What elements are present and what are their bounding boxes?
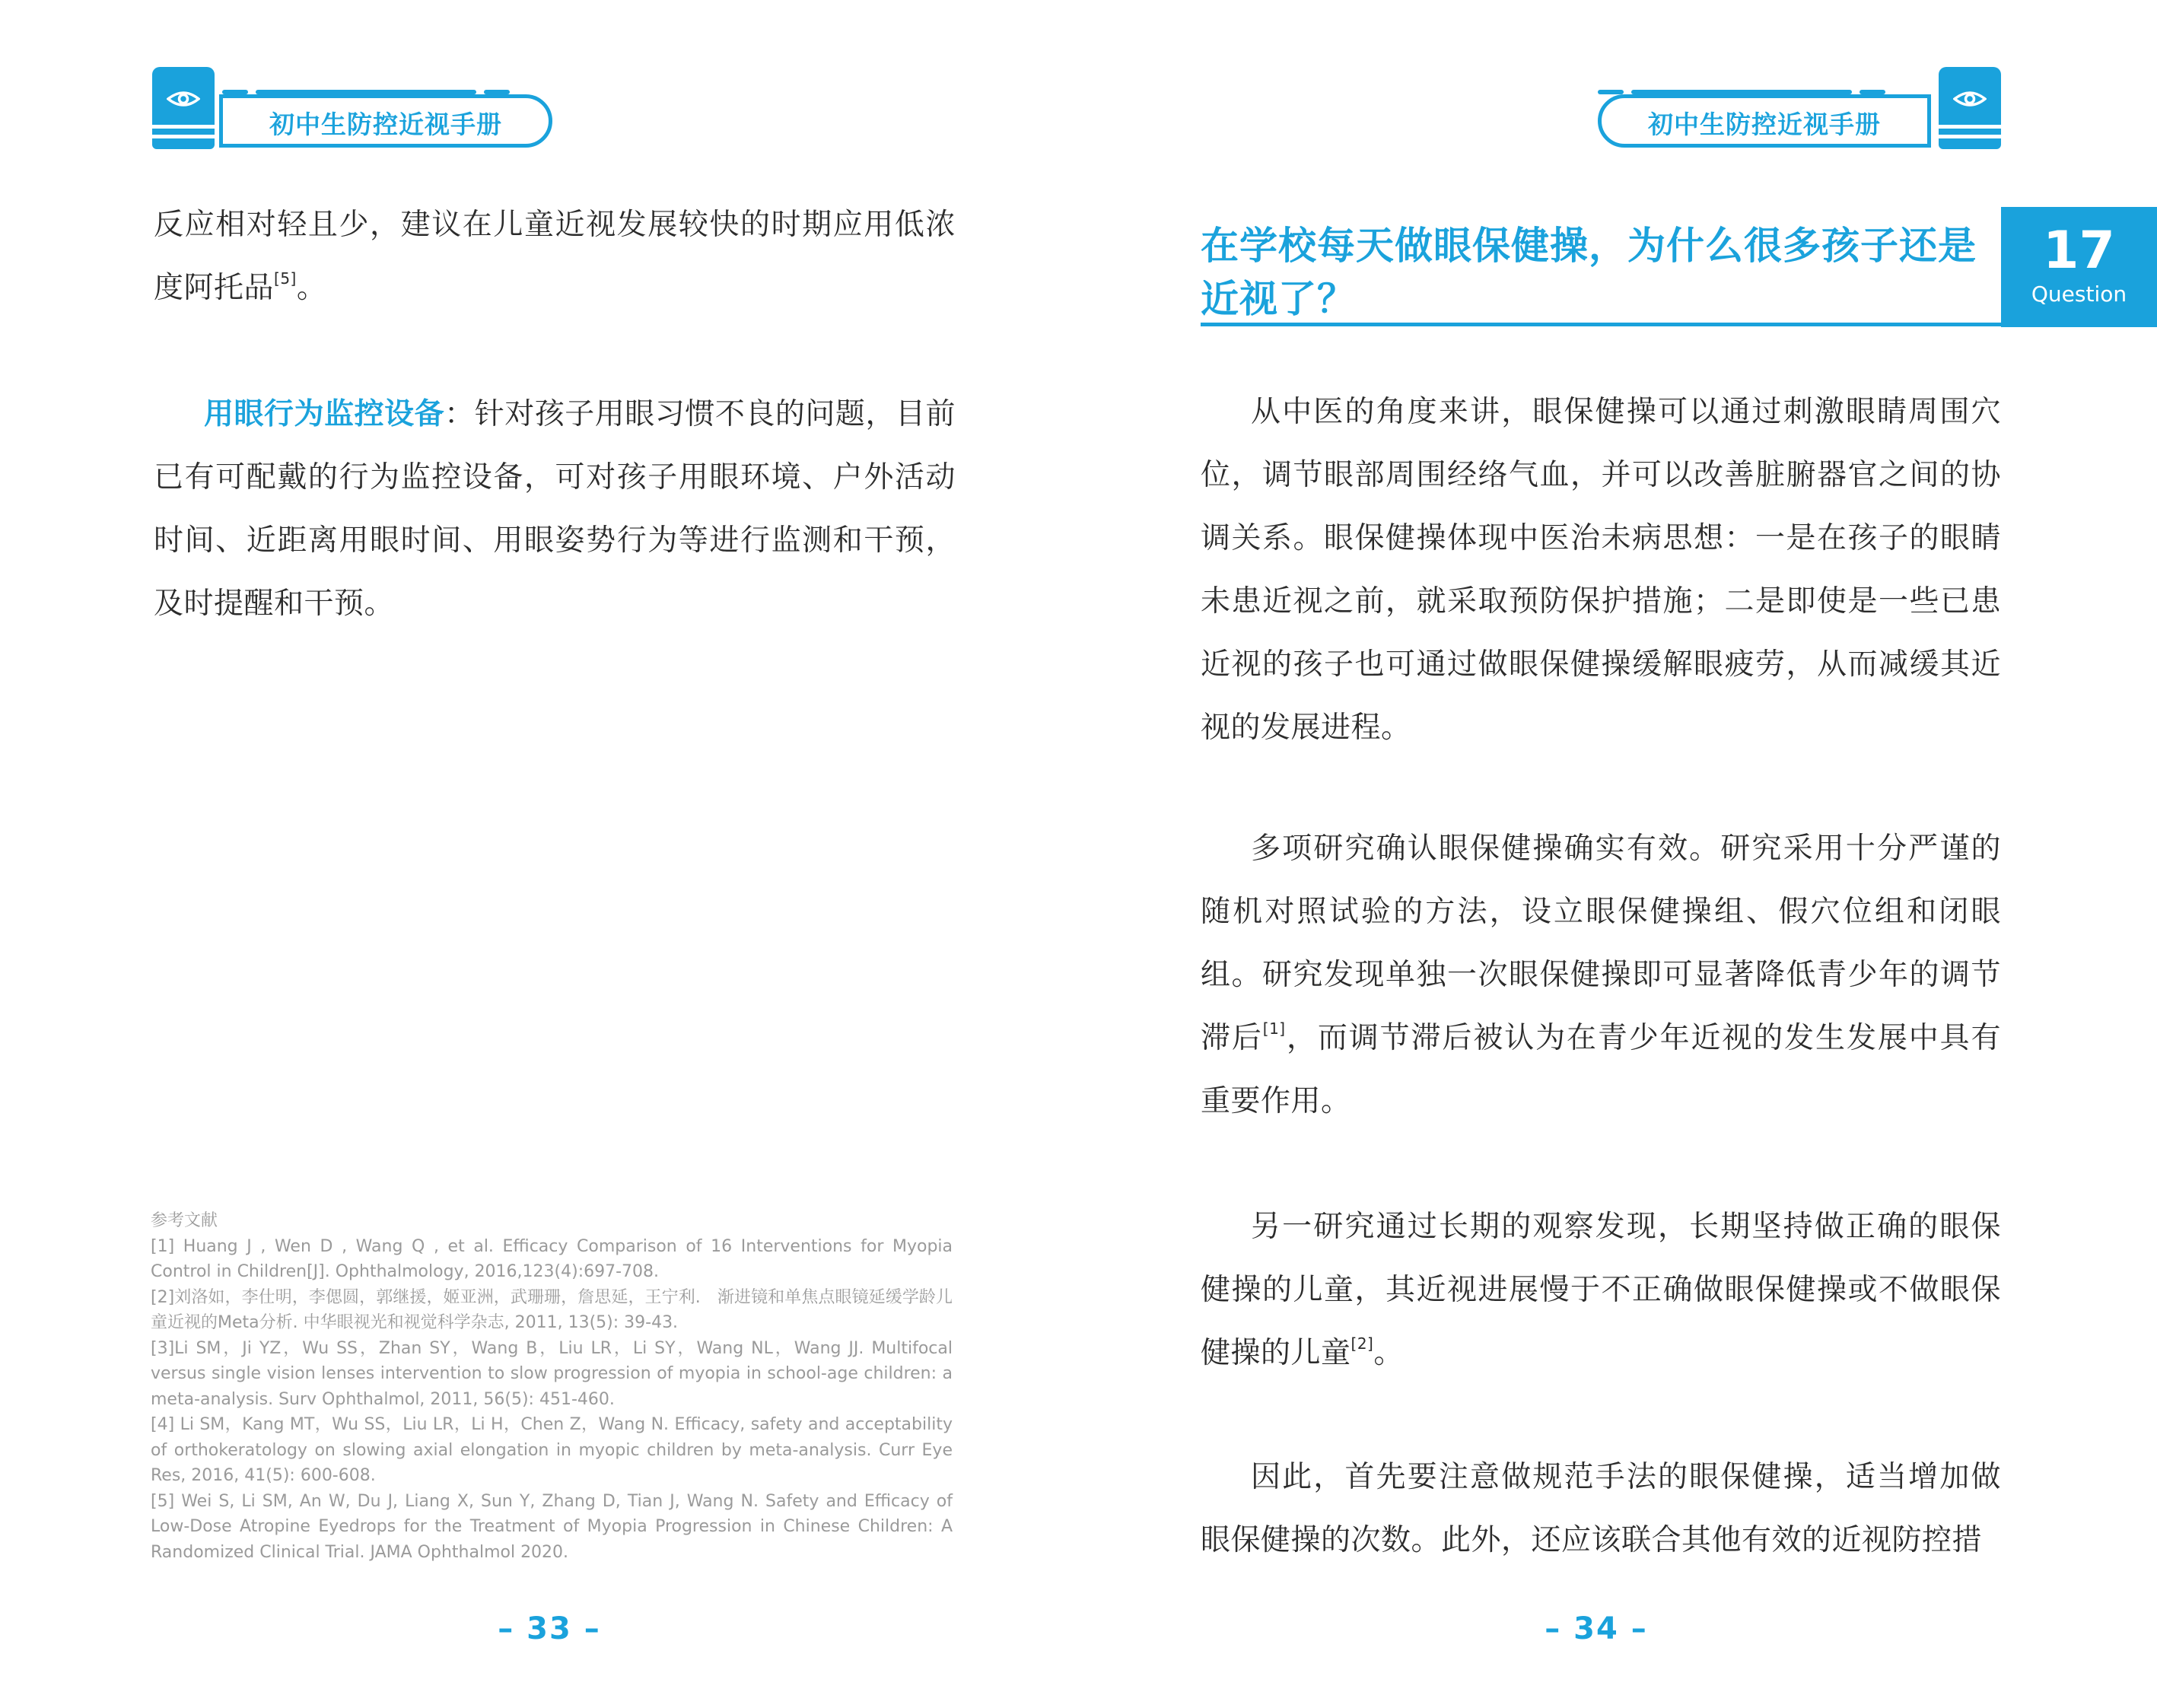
question-title: 在学校每天做眼保健操，为什么很多孩子还是近视了？ (1201, 224, 1977, 321)
citation: [1] (1262, 1019, 1286, 1038)
question-underline (1201, 323, 2001, 326)
page-number: – 33 – (498, 1611, 601, 1646)
reference-item: [4] Li SM，Kang MT，Wu SS，Liu LR，Li H，Chen Z，Wang N. Efficacy, safety and acceptability of orthokeratology on slowing axial elongation in myopic children by meta-analysis. Curr Eye Res, 2016, 41(5): 600-608. (151, 1415, 953, 1485)
header-badge-lines (152, 125, 215, 138)
paragraph-text: ，而调节滞后被认为在青少年近视的发生发展中具有重要作用。 (1201, 1021, 2001, 1118)
paragraph-text: 反应相对轻且少，建议在儿童近视发展较快的时期应用低 (154, 208, 926, 242)
paragraph-text: 浓度阿托品 (154, 208, 956, 305)
book-title: 初中生防控近视手册 (269, 110, 502, 139)
eye-icon (167, 90, 200, 108)
book-title: 初中生防控近视手册 (1648, 110, 1881, 139)
paragraph-text: 多项研究确认眼保健操确实有效。研究采用十分严谨的随机对照试验的方法，设立眼保健操组、假穴位组和闭眼组。研究发现单独一次眼保健操即可显著降低青少年的调节滞后 (1201, 832, 2001, 1055)
paragraph-text: 从中医的角度来讲，眼保健操可以通过刺激眼睛周围穴位，调节眼部周围经络气血，并可以改善脏腑器官之间的协调关系。眼保健操体现中医治未病思想：一是在孩子的眼睛未患近视之前，就采取预防保护措施；二是即使是一些已患近视的孩子也可通过做眼保健操缓解眼疲劳，从而减缓其近视的发展进程。 (1201, 395, 2001, 745)
citation: [2] (1351, 1334, 1374, 1353)
references-heading: 参考文献 (151, 1211, 218, 1230)
highlight-term: 用眼行为监控设备 (204, 397, 445, 431)
left-paragraph-2 (154, 383, 956, 635)
right-paragraph-2 (1201, 817, 2001, 1133)
reference-item: [1] Huang J , Wen D , Wang Q , et al. Efficacy Comparison of 16 Interventions for Myopia Control in Children[J]. Ophthalmology, 2016,123(4):697-708. (151, 1236, 953, 1281)
header-badge (152, 67, 215, 149)
paragraph-text: 。 (296, 271, 327, 305)
references (151, 1208, 953, 1565)
right-paragraph-3 (1201, 1195, 2001, 1385)
header-dash (1631, 90, 1852, 94)
left-header (152, 67, 555, 149)
header-badge (1939, 67, 2001, 149)
question-number: 17 (2043, 221, 2115, 281)
header-badge-lines (1939, 125, 2001, 138)
header-pill (1598, 94, 1931, 148)
question-label: Question (2031, 281, 2127, 307)
right-paragraph-4 (1201, 1446, 2001, 1572)
page-number: – 34 – (1545, 1611, 1648, 1646)
reference-item: [2]刘洛如，李仕明，李偲圆，郭继援，姬亚洲，武珊珊，詹思延，王宁利. 渐进镜和单焦点眼镜延缓学龄儿童近视的Meta分析. 中华眼视光和视觉科学杂志, 2011, 13(5): 39-43. (151, 1287, 953, 1332)
paragraph-text: 。 (1373, 1336, 1404, 1370)
right-header (1598, 67, 2001, 149)
reference-item: [3]Li SM，Ji YZ，Wu SS，Zhan SY，Wang B，Liu LR，Li SY，Wang NL，Wang JJ. Multifocal versus single vision lenses intervention to slow progression of myopia in school-age children: a meta-analysis. Surv Ophthalmol, 2011, 56(5): 451-460. (151, 1338, 953, 1409)
eye-icon (1953, 90, 1987, 108)
paragraph-text: 另一研究通过长期的观察发现，长期坚持做正确的眼保健操的儿童，其近视进展慢于不正确做眼保健操或不做眼保健操的儿童 (1201, 1210, 2001, 1370)
paragraph-text: 因此，首先要注意做规范手法的眼保健操，适当增加做眼保健操的次数。此外，还应该联合其他有效的近视防控措 (1201, 1460, 2001, 1557)
paragraph-text: ：针对孩子用眼习惯不良的问题，目前已有可配戴的行为监控设备，可对孩子用眼环境、户外活动时间、近距离用眼时间、用眼姿势行为等进行监测和干预，及时提醒和干预。 (154, 397, 956, 621)
header-pill (219, 94, 552, 148)
header-dash (1860, 90, 1885, 94)
right-paragraph-1 (1201, 380, 2001, 759)
header-dash (1598, 90, 1624, 94)
left-paragraph-1 (154, 193, 956, 320)
question-badge (2001, 207, 2157, 327)
reference-item: [5] Wei S, Li SM, An W, Du J, Liang X, Sun Y, Zhang D, Tian J, Wang N. Safety and Efficacy of Low-Dose Atropine Eyedrops for the Treatment of Myopia Progression in Chinese Children: A Randomized Clinical Trial. JAMA Ophthalmol 2020. (151, 1491, 953, 1562)
citation: [5] (274, 269, 297, 288)
